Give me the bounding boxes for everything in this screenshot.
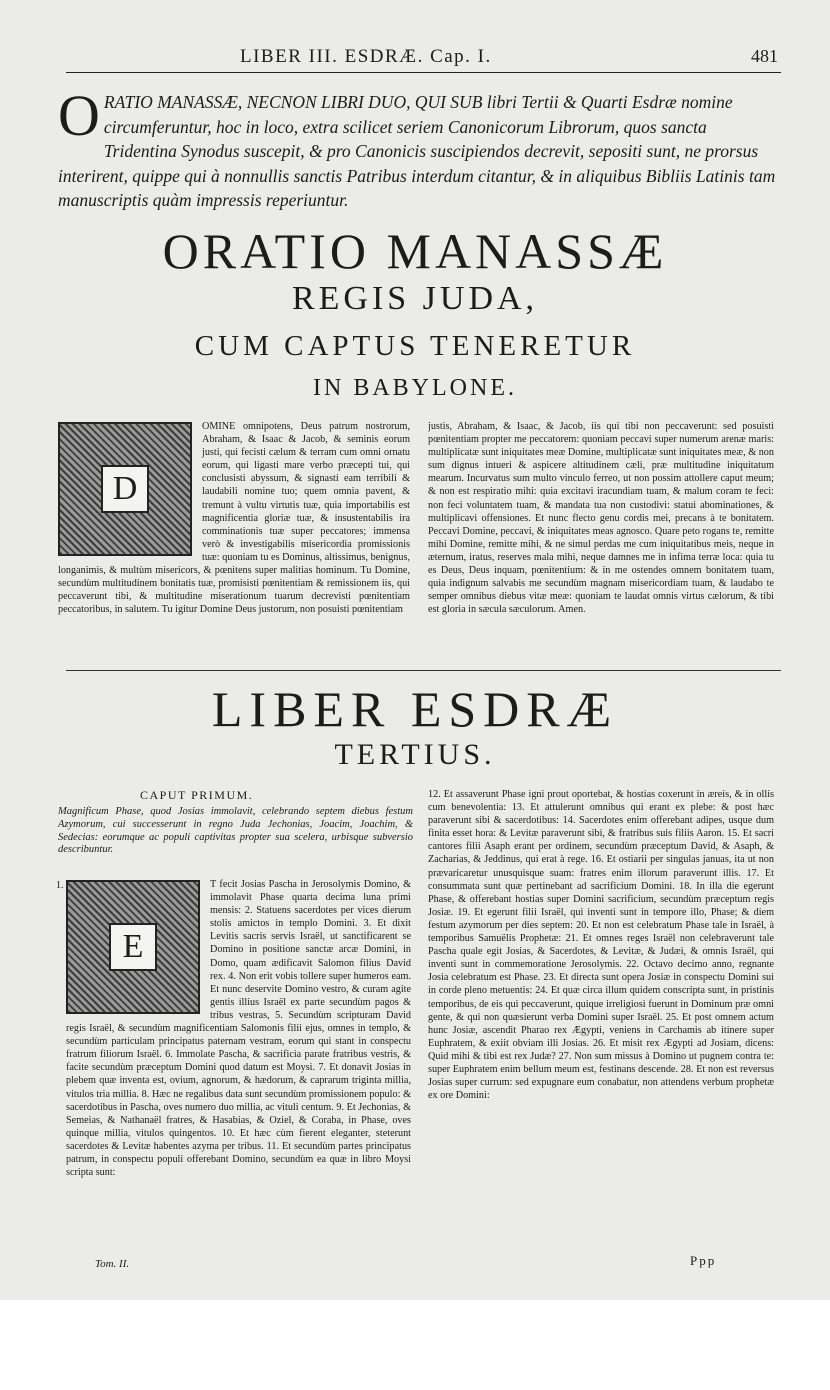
gathering-signature: Ppp <box>690 1253 717 1268</box>
oratio-title-line1: ORATIO MANASSÆ <box>162 223 668 279</box>
oratio-title-line4: IN BABYLONE. <box>313 375 517 401</box>
page-number: 481 <box>751 46 778 66</box>
ornamental-initial-letter: D <box>101 465 149 513</box>
header-rule <box>66 72 781 73</box>
ornamental-initial-d <box>58 422 192 556</box>
running-title: LIBER III. ESDRÆ. Cap. I. <box>240 46 492 67</box>
oratio-text-left: OMINE omnipotens, Deus patrum nostrorum, Abraham, & Isaac & Jacob, & seminis eorum justi, qui fecisti cælum & terram cum omni ornatu eorum, qui ligasti mare verbo præcepti tui, qui conclusisti abyssum, & signasti eam terribili & laudabili nomine tuo; quem omnia pavent, & tremunt à vultu virtutis tuæ, quia importabilis est magnificentia gloriæ tuæ, & insustentabilis ira comminationis tuæ super peccatores; immensa verò & investigabilis misericordia promissionis tuæ: quoniam tu es Dominus, altissimus, benignus, longanimis, & multùm misericors, & pœnitens super malitias hominum. Tu Domine, secundùm multitudinem bonitatis tuæ, promisisti pœnitentiam & remissionem iis, qui peccaverunt tibi, & multitudine miserationum tuarum decrevisti pœnitentiam peccatoribus, in salutem. Tu igitur Domine Deus justorum, non posuisti pœnitentiam <box>58 421 410 616</box>
oratio-column-right <box>428 420 774 660</box>
ornamental-initial-e <box>66 880 200 1014</box>
verse-marker: 1. <box>56 880 64 891</box>
chapter-heading: CAPUT PRIMUM. <box>140 788 254 802</box>
bottom-margin <box>0 1300 830 1390</box>
esdrae-text-right: 12. Et assaverunt Phase igni prout oportebat, & hostias coxerunt in æreis, & in ollis cum benevolentia: 13. Et attulerunt omnibus qui erant ex plebe: & post hæc paraverunt sibi & sacerdotibus: 14. Sacerdotes enim offerebant adipes, usque dum finita esset hora: & Levitæ paraverunt sibi, & fratribus suis filiis Aaron. 15. Et sacri cantores filii Asaph erant per ordinem, secundùm præceptum David, & Asaph, & Zacharias, & Jeddinus, qui erat à rege. 16. Et ostiarii per singulas januas, ita ut non prævaricaretur unusquisque suam: fratres enim illorum paraverunt illis. 17. Et consummata sunt quæ pertinebant ad sacrificium Domini. 18. In illa die egerunt Phase, & offerebant hostias super Domini sacrificium, secundùm præceptum regis Josiæ. 19. Et egerunt filii Israël, qui inventi sunt in tempore illo, Phase; & diem festum azymorum per dies septem: 20. Et non est celebratum Phase tale in Israël, à temporibus Samuëlis Prophetæ: 21. Et omnes reges Israël non celebraverunt tale Pascha quale egit Josias, & Sacerdotes, & Levitæ, & Judæi, & omnis Israël, qui inventi sunt in commemoratione Jerosolymis. 22. Octavo decimo anno, regnante Josia celebratum est Phase. 23. Et directa sunt opera Josiæ in conspectu Domini sui in corde pleno metuentis: 24. Et quæ circa illum quidem conscripta sunt, in pristinis temporibus, de eis qui peccaverunt, quique irreligiosi fuerunt in Dominum præ omni gente, & qui non quæsierunt verba Domini super Israël. 25. Et post omnem actum hunc Josiæ, ascendit Pharao rex Ægypti, veniens in Carchamis ab itinere super Euphratem, & exiit obviam illi Josias. 26. Et misit rex Ægypti ad Josiam, dicens: Quid mihi & tibi est rex Judæ? 27. Non sum missus à Domino ut pugnem contra te: super Euphratem enim bellum meum est, festinans descende. 28. Et non est reversus Josias super currum: sed expugnare eum conabatur, non attendens verbum prophetæ ex ore Domini: <box>428 789 774 1102</box>
intro-text: RATIO MANASSÆ, NECNON LIBRI DUO, QUI SUB libri Tertii & Quarti Esdræ nomine circumferuntur, hoc in loco, extra scilicet seriem Canonicorum Librorum, quos sancta Tridentina Synodus suscepit, & pro Canonicis suscipiendos decrevit, sepositi sunt, ne prorsus interirent, quippe qui à nonnullis sanctis Patribus interdum citantur, & in aliquibus Bibliis Latinis tam manuscriptis quàm impressis reperiuntur. <box>58 92 776 210</box>
intro-paragraph <box>58 83 778 213</box>
chapter-summary: Magnificum Phase, quod Josias immolavit, celebrando septem diebus festum Azymorum, cui successerunt in regno Juda Jechonias, Joacim, Joachim, & Sedecias: eorumque ac populi captivitas propter sua scelera, urbisque subversio describuntur. <box>58 806 413 856</box>
oratio-title-line2: REGIS JUDA, <box>291 280 539 317</box>
liber-subtitle: TERTIUS. <box>334 738 496 771</box>
liber-title: LIBER ESDRÆ <box>211 681 619 737</box>
oratio-column-left <box>58 420 410 660</box>
esdrae-text-left: T fecit Josias Pascha in Jerosolymis Domino, & immolavit Phase quarta decima luna primi mensis: 2. Statuens sacerdotes per vices dierum stolis amictos in templo Domini. 3. Et dixit Levitis sacris servis Israël, ut sanctificarent se Domino in positione sanctæ arcæ Domini, in Domo, quam ædificavit Salomon filius David rex. 4. Non erit vobis tollere super humeros eam. Et nunc deservite Domino vestro, & curam agite gentis illius Israël ex parte secundùm pagos & tribus vestras, 5. Secundùm scripturam David regis Israël, & secundùm magnificentiam Salomonis filii ejus, omnes in templo, & secundùm particulam principatus paternam vestram, eorum qui stant in conspectu fratrum filiorum Israël. 6. Immolate Pascha, & sacrificia parate fratribus vestris, & facite secundùm præceptum Domini quod datum est Moysi. 7. Et donavit Josias in plebem quæ inventa est, ovium, agnorum, & hædorum, & caprarum triginta millia, vitulos tria millia. 8. Hæc ne regalibus data sunt secundùm promissionem populo: & sacerdotibus in Pascha, oves numero duo millia, ac vituli centum. 9. Et Jechonias, & Semeias, & Nathanaël fratres, & Hasabias, & Oziel, & Coraba, in Phase, oves quinque millia, vitulos quingentos. 10. Et hæc cùm fierent eleganter, steterunt sacerdotes & Levitæ habentes azyma per tribus. 11. Et secundùm partes principatus patrum, in conspectu populi offerebant Domino, secundùm ea quæ in libro Moysi scripta sunt: <box>66 879 411 1179</box>
volume-signature: Tom. II. <box>95 1258 130 1270</box>
running-header <box>0 40 830 70</box>
oratio-title-line3: CUM CAPTUS TENERETUR <box>194 330 636 362</box>
intro-initial: O <box>58 83 100 148</box>
esdrae-column-right <box>428 788 774 1248</box>
oratio-text-right: justis, Abraham, & Isaac, & Jacob, iis qui tibi non peccaverunt: sed posuisti pœnitentiam propter me peccatorem: quoniam peccavi super numerum arenæ maris: multiplicatæ sunt iniquitates meæ Domine, multiplicatæ sunt iniquitates meæ, & non sum dignus intueri & aspicere altitudinem cæli, præ multitudine iniquitatum mearum. Incurvatus sum multo vinculo ferreo, ut non possim attollere caput meum; & non est respiratio mihi: quia excitavi iracundiam tuam, & malum coram te feci: non feci voluntatem tuam, & mandata tua non custodivi: statui abominationes, & multiplicavi offensiones. Et nunc flecto genu cordis mei, precans à te bonitatem. Peccavi Domine, peccavi, & iniquitates meas agnosco. Quare peto rogans te, remitte mihi Domine, remitte mihi, & ne simul perdas me cum iniquitatibus meis, neque in æternum, iratus, reserves mala mihi, neque damnes me in infima terræ loca: quia tu es Deus, Deus inquam, pœnitentium: & in me ostendes omnem bonitatem tuam, quia indignum salvabis me secundùm magnam misericordiam tuam, & laudabo te semper omnibus diebus vitæ meæ: quoniam te laudat omnis virtus cælorum, & tibi est gloria in sæcula sæculorum. Amen. <box>428 421 774 616</box>
ornamental-initial-letter-e: E <box>109 923 157 971</box>
section-rule <box>66 670 781 671</box>
esdrae-column-left <box>66 878 411 1248</box>
